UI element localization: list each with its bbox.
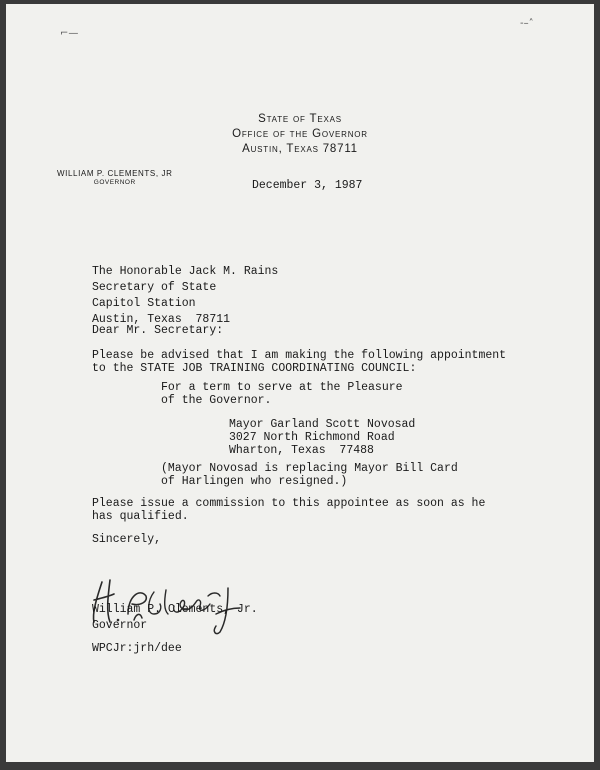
term-line-1: For a term to serve at the Pleasure: [161, 381, 403, 394]
corner-mark-left: ⌐—: [60, 28, 79, 39]
letterhead-state: State of Texas: [258, 113, 342, 125]
body2-line-2: has qualified.: [92, 510, 189, 523]
letter-date: December 3, 1987: [252, 179, 363, 192]
reference-initials: WPCJr:jrh/dee: [92, 642, 182, 655]
appointee-line-1: Mayor Garland Scott Novosad: [229, 418, 416, 431]
closing: Sincerely,: [92, 533, 162, 546]
recipient-line-1: The Honorable Jack M. Rains: [92, 265, 279, 278]
letterhead: [0, 112, 600, 157]
letterhead-office: Office of the Governor: [232, 128, 368, 140]
signer-title: Governor: [92, 619, 148, 632]
term-line-2: of the Governor.: [161, 394, 272, 407]
note-line-2: of Harlingen who resigned.): [161, 475, 348, 488]
governor-name: WILLIAM P. CLEMENTS, JR: [57, 169, 173, 178]
note-line-1: (Mayor Novosad is replacing Mayor Bill Card: [161, 462, 458, 475]
corner-mark-right: -–˄: [520, 18, 534, 29]
recipient-line-2: Secretary of State: [92, 281, 217, 294]
body2-line-1: Please issue a commission to this appointee as soon as he: [92, 497, 486, 510]
appointee-line-3: Wharton, Texas 77488: [229, 444, 374, 457]
recipient-line-3: Capitol Station: [92, 297, 196, 310]
letterhead-address: Austin, Texas 78711: [242, 143, 358, 155]
salutation: Dear Mr. Secretary:: [92, 324, 224, 337]
body1-line-1: Please be advised that I am making the following appointment: [92, 349, 507, 362]
recipient-line-4: Austin, Texas 78711: [92, 313, 231, 326]
body1-line-2: to the STATE JOB TRAINING COORDINATING COUNCIL:: [92, 362, 417, 375]
signer-name: William P. Clements, Jr.: [92, 603, 258, 616]
governor-block: [57, 169, 172, 186]
appointee-line-2: 3027 North Richmond Road: [229, 431, 395, 444]
governor-title: GOVERNOR: [93, 179, 136, 186]
